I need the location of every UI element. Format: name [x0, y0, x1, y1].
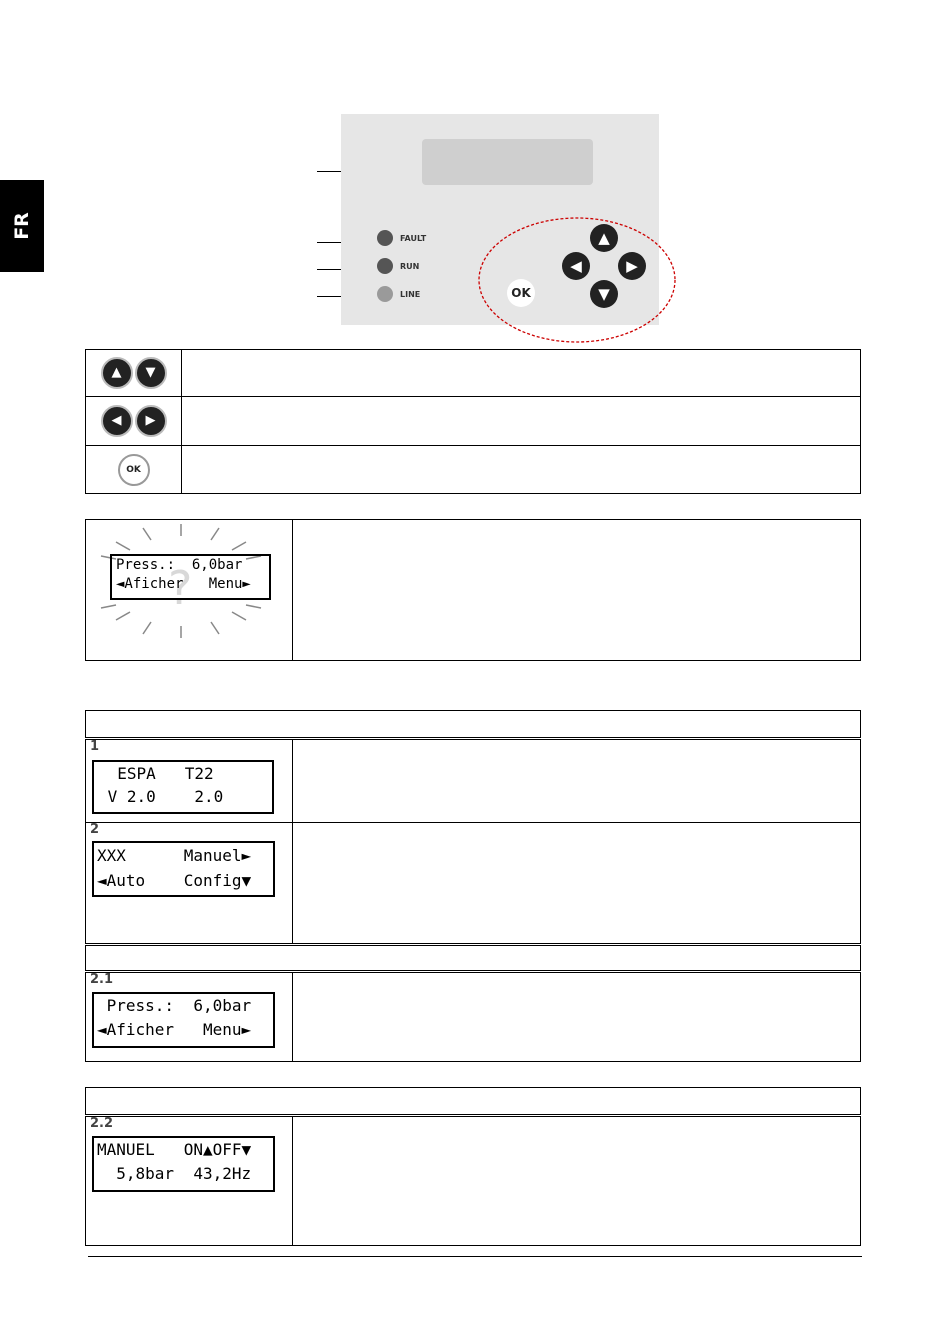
arrow-down-icon: ▼	[135, 357, 167, 389]
panel-display	[422, 139, 593, 185]
arrow-up-icon: ▲	[101, 357, 133, 389]
run-led	[377, 258, 393, 274]
manual-mode-table	[85, 1087, 861, 1246]
lcd-display	[110, 554, 271, 600]
menu-description-cell	[293, 972, 861, 1062]
key-description-cell	[182, 397, 861, 446]
lcd-line: 5,8bar 43,2Hz	[97, 1164, 252, 1183]
table-row	[86, 972, 861, 1062]
language-tab-label: FR	[11, 212, 33, 240]
arrow-right-icon[interactable]: ▶	[618, 252, 646, 280]
lcd-display	[92, 760, 274, 814]
arrow-left-icon: ◀	[101, 405, 133, 437]
lcd-line: ◄Aficher Menu►	[97, 1020, 252, 1039]
arrow-right-icon: ▶	[135, 405, 167, 437]
lcd-display	[92, 841, 275, 897]
key-description-cell	[182, 350, 861, 397]
lcd-line: ESPA T22	[98, 764, 214, 783]
menu-display-cell	[86, 739, 293, 823]
table-header-row	[86, 711, 861, 739]
run-led-label: RUN	[400, 262, 420, 271]
table-row	[86, 520, 861, 661]
key-icon-cell	[86, 397, 182, 446]
manual-description-cell	[293, 1116, 861, 1246]
manual-table-header	[86, 1088, 861, 1116]
lcd-display	[92, 1136, 275, 1192]
table-row	[86, 823, 861, 945]
arrow-down-icon[interactable]: ▼	[590, 280, 618, 308]
svg-text:?: ?	[168, 561, 193, 615]
line-led-label: LINE	[400, 290, 421, 299]
menu-display-cell	[86, 972, 293, 1062]
table-row	[86, 739, 861, 823]
step-number: 2	[90, 822, 100, 837]
language-tab	[0, 180, 44, 272]
footer-rule	[88, 1256, 862, 1257]
key-description-table	[85, 349, 861, 494]
blink-description-cell	[293, 520, 861, 661]
lcd-line: XXX Manuel►	[97, 846, 252, 865]
table-header-row	[86, 1088, 861, 1116]
lcd-line: ◄Auto Config▼	[97, 871, 252, 890]
menu-description-cell	[293, 739, 861, 823]
menu-table	[85, 710, 861, 1062]
menu-table-header	[86, 711, 861, 739]
table-row	[86, 397, 861, 446]
keypad-highlight-ellipse	[476, 216, 678, 346]
step-number: 2.1	[90, 972, 114, 987]
step-number: 1	[90, 739, 100, 754]
lcd-line: MANUEL ON▲OFF▼	[97, 1140, 252, 1159]
key-description-cell	[182, 446, 861, 494]
key-icon-cell	[86, 350, 182, 397]
ok-key-icon: OK	[118, 454, 150, 486]
table-subheader-row	[86, 945, 861, 972]
manual-display-cell	[86, 1116, 293, 1246]
lcd-line: V 2.0 2.0	[98, 787, 224, 806]
lcd-line: Press.: 6,0bar	[116, 557, 243, 573]
fault-led-label: FAULT	[400, 234, 427, 243]
menu-description-cell	[293, 823, 861, 945]
ok-button[interactable]: OK	[507, 279, 535, 307]
table-row	[86, 1116, 861, 1246]
step-number: 2.2	[90, 1116, 114, 1131]
menu-table-subheader	[86, 945, 861, 972]
lcd-line: Press.: 6,0bar	[97, 996, 252, 1015]
line-led	[377, 286, 393, 302]
key-icon-cell	[86, 446, 182, 494]
table-row	[86, 350, 861, 397]
arrow-left-icon[interactable]: ◀	[562, 252, 590, 280]
blink-hint-table	[85, 519, 861, 661]
arrow-up-icon[interactable]: ▲	[590, 224, 618, 252]
lcd-line: ◄Aficher Menu►	[116, 576, 251, 592]
menu-display-cell	[86, 823, 293, 945]
lcd-display	[92, 992, 275, 1048]
fault-led	[377, 230, 393, 246]
table-row	[86, 446, 861, 494]
blink-display-cell	[86, 520, 293, 661]
